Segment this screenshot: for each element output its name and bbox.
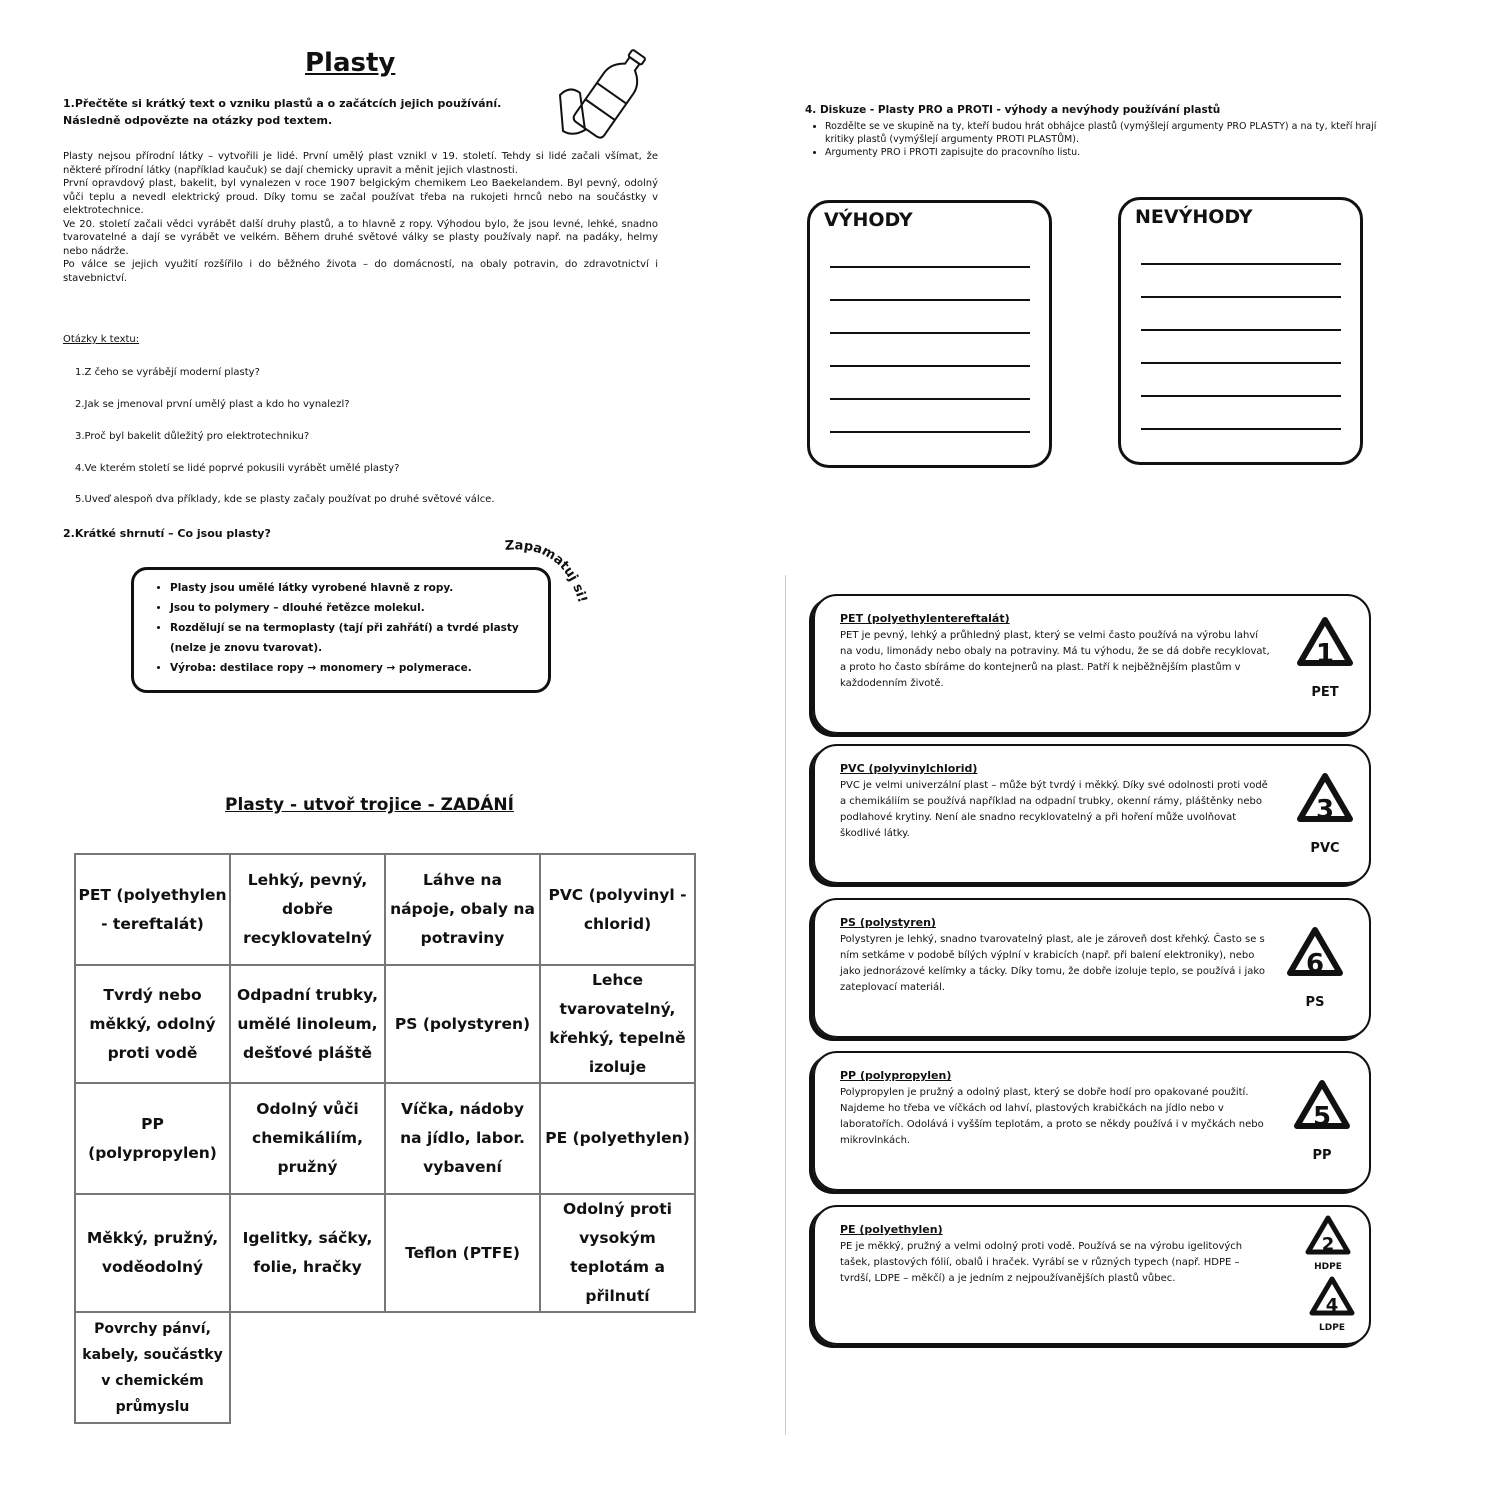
recycle-pp-icon: [1277, 1071, 1367, 1166]
writing-line: [1141, 362, 1341, 364]
table-cell: Lehce tvarovatelný, křehký, tepelně izoluje: [540, 965, 695, 1083]
page-divider: [785, 575, 786, 1435]
trio-title: Plasty - utvoř trojice - ZADÁNÍ: [225, 795, 514, 815]
svg-text:6: 6: [1305, 949, 1325, 979]
question-item: 5.Uveď alespoň dva příklady, kde se plasty začaly používat po druhé světové válce.: [75, 494, 495, 505]
table-cell: Teflon (PTFE): [385, 1194, 540, 1312]
plastic-card-ps: [813, 898, 1371, 1038]
svg-text:PVC: PVC: [1310, 841, 1340, 856]
card-title: PVC (polyvinylchlorid): [840, 762, 978, 775]
table-cell: PET (polyethylen - tereftalát): [75, 854, 230, 965]
writing-line: [1141, 428, 1341, 430]
discussion-list: [805, 120, 1405, 159]
svg-text:4: 4: [1325, 1295, 1339, 1316]
cons-heading: NEVÝHODY: [1135, 206, 1253, 228]
writing-line: [830, 431, 1030, 433]
question-item: 1.Z čeho se vyrábějí moderní plasty?: [75, 367, 260, 378]
svg-text:2: 2: [1321, 1234, 1335, 1255]
recycle-ldpe-icon: [1297, 1273, 1367, 1333]
pros-box: [807, 200, 1052, 468]
svg-text:HDPE: HDPE: [1314, 1262, 1342, 1272]
writing-line: [830, 299, 1030, 301]
plastic-card-pvc: [813, 744, 1371, 884]
table-cell: PS (polystyren): [385, 965, 540, 1083]
card-text: PE je měkký, pružný a velmi odolný proti vodě. Používá se na výrobu igelitových tašek, plastových fólií, obalů i hraček. Vyrábí se v různých typech (např. HDPE – tvrdší, LDPE – měkčí) a je jedním z nejpoužívanějších plastů vůbec.: [840, 1241, 1243, 1284]
summary-bullet: • Výroba: destilace ropy → monomery → polymerace.: [170, 658, 548, 678]
writing-line: [1141, 395, 1341, 397]
card-title: PS (polystyren): [840, 916, 936, 929]
card-text: PVC je velmi univerzální plast – může být tvrdý i měkký. Díky své odolnosti proti vodě a chemikáliím se používá například na odpadní trubky, okenní rámy, pláštěnky nebo podlahové krytiny. Není ale snadno recyklovatelný a při hoření může uvolňovat škodlivé látky.: [840, 780, 1268, 839]
paragraph: První opravdový plast, bakelit, byl vynalezen v roce 1907 belgickým chemikem Leo Baekelandem. Byl pevný, odolný vůči teplu a nevedl elektrický proud. Díky tomu se začal používat třeba na rukojeti hrnců nebo na součástky v elektrotechnice.: [63, 178, 658, 216]
reading-text: [63, 150, 658, 285]
card-text: Polystyren je lehký, snadno tvarovatelný plast, ale je zároveň dost křehký. Často se s ním setkáme v podobě bílých výplní v krabicích (např. při balení elektroniky), nebo jako jednorázové kelímky a tácky. Díky tomu, že dobře izoluje teplo, se používá i jako zateplovací materiál.: [840, 934, 1265, 993]
summary-box: [131, 567, 551, 693]
table-cell: PP (polypropylen): [75, 1083, 230, 1194]
writing-line: [830, 266, 1030, 268]
empty-cell: [540, 1312, 695, 1423]
svg-text:LDPE: LDPE: [1319, 1323, 1345, 1333]
discussion-item: • Rozdělte se ve skupině na ty, kteří budou hrát obhájce plastů (vymýšlejí argumenty PRO PLASTY) a na ty, kteří hrají kritiky plastů (vymýšlejí argumenty PROTI PLASTŮM).: [825, 120, 1405, 146]
writing-line: [1141, 263, 1341, 265]
card-title: PE (polyethylen): [840, 1223, 943, 1236]
svg-text:PS: PS: [1305, 995, 1325, 1010]
table-cell: Odolný proti vysokým teplotám a přilnutí: [540, 1194, 695, 1312]
page-title: Plasty: [305, 48, 396, 78]
empty-cell: [385, 1312, 540, 1423]
recycle-pvc-icon: [1280, 764, 1370, 859]
paragraph: Plasty nejsou přírodní látky – vytvořili je lidé. První umělý plast vznikl v 19. století. Tehdy si lidé začali všímat, že některé přírodní látky (například kaučuk) se dají chemicky upravit a měnit jejich vlastnosti.: [63, 151, 658, 176]
questions-heading: Otázky k textu:: [63, 334, 140, 345]
cons-box: [1118, 197, 1363, 465]
table-cell: PE (polyethylen): [540, 1083, 695, 1194]
discussion-title: 4. Diskuze - Plasty PRO a PROTI - výhody a nevýhody používání plastů: [805, 104, 1221, 116]
writing-line: [830, 365, 1030, 367]
card-title: PP (polypropylen): [840, 1069, 952, 1082]
svg-text:PET: PET: [1311, 685, 1339, 700]
writing-line: [1141, 329, 1341, 331]
writing-line: [830, 398, 1030, 400]
summary-bullet: • Rozdělují se na termoplasty (tají při zahřátí) a tvrdé plasty (nelze je znovu tvarovat).: [170, 618, 548, 658]
table-cell: Měkký, pružný, voděodolný: [75, 1194, 230, 1312]
question-item: 2.Jak se jmenoval první umělý plast a kdo ho vynalezl?: [75, 399, 350, 410]
discussion-item: • Argumenty PRO i PROTI zapisujte do pracovního listu.: [825, 146, 1405, 159]
writing-line: [830, 332, 1030, 334]
plastic-card-pet: [813, 594, 1371, 734]
writing-line: [1141, 296, 1341, 298]
empty-cell: [230, 1312, 385, 1423]
recycle-hdpe-icon: [1293, 1212, 1363, 1272]
card-text: Polypropylen je pružný a odolný plast, který se dobře hodí pro opakované použití. Najdeme ho třeba ve víčkách od lahví, plastových krabičkách na jídlo nebo v laboratořích. Odolává i vyšším teplotám, a proto se někdy používá i v myčkách nebo mikrovlnkách.: [840, 1087, 1264, 1146]
summary-bullet: • Jsou to polymery – dlouhé řetězce molekul.: [170, 598, 548, 618]
table-cell: Lehký, pevný, dobře recyklovatelný: [230, 854, 385, 965]
table-cell: Tvrdý nebo měkký, odolný proti vodě: [75, 965, 230, 1083]
card-text: PET je pevný, lehký a průhledný plast, který se velmi často používá na výrobu lahví na vodu, limonády nebo obaly na potraviny. Má tu výhodu, že se dá dobře recyklovat, a proto ho často sbíráme do kontejnerů na plast. Patří k nejběžnějším plastům v každodenním životě.: [840, 630, 1270, 689]
table-cell: Odpadní trubky, umělé linoleum, dešťové pláště: [230, 965, 385, 1083]
table-cell: Odolný vůči chemikáliím, pružný: [230, 1083, 385, 1194]
recycle-ps-icon: [1270, 918, 1360, 1013]
intro-instructions: 1.Přečtěte si krátký text o vzniku plastů a o začátcích jejich používání. Následně odpovězte na otázky pod textem.: [63, 97, 502, 127]
paragraph: Po válce se jejich využití rozšířilo i do běžného života – do domácností, na obaly potravin, do zdravotnictví i stavebnictví.: [63, 259, 658, 284]
summary-bullet: • Plasty jsou umělé látky vyrobené hlavně z ropy.: [170, 578, 548, 598]
summary-list: [134, 578, 548, 678]
plastic-bottle-icon: [555, 45, 675, 140]
svg-text:3: 3: [1315, 795, 1335, 825]
table-cell: PVC (polyvinyl - chlorid): [540, 854, 695, 965]
plastic-card-pp: [813, 1051, 1371, 1191]
table-cell: Víčka, nádoby na jídlo, labor. vybavení: [385, 1083, 540, 1194]
table-cell: Igelitky, sáčky, folie, hračky: [230, 1194, 385, 1312]
card-title: PET (polyethylentereftalát): [840, 612, 1010, 625]
table-cell: Povrchy pánví, kabely, součástky v chemickém průmyslu: [75, 1312, 230, 1423]
pros-heading: VÝHODY: [824, 209, 913, 231]
question-item: 4.Ve kterém století se lidé poprvé pokusili vyrábět umělé plasty?: [75, 463, 400, 474]
remember-text: Zapamatuj si!: [504, 538, 590, 605]
recycle-pet-icon: [1280, 608, 1370, 703]
summary-title: 2.Krátké shrnutí – Co jsou plasty?: [63, 527, 271, 540]
paragraph: Ve 20. století začali vědci vyrábět další druhy plastů, a to hlavně z ropy. Výhodou bylo, že jsou levné, lehké, snadno tvarovatelné a dají se vyrábět ve velkém. Během druhé světové války se plasty používaly např. na padáky, helmy nebo nádrže.: [63, 218, 658, 257]
question-item: 3.Proč byl bakelit důležitý pro elektrotechniku?: [75, 431, 310, 442]
trio-table: [74, 853, 696, 1424]
table-cell: Láhve na nápoje, obaly na potraviny: [385, 854, 540, 965]
svg-text:5: 5: [1312, 1102, 1332, 1132]
svg-text:PP: PP: [1312, 1148, 1332, 1163]
plastic-card-pe: [813, 1205, 1371, 1345]
svg-text:1: 1: [1315, 639, 1335, 669]
